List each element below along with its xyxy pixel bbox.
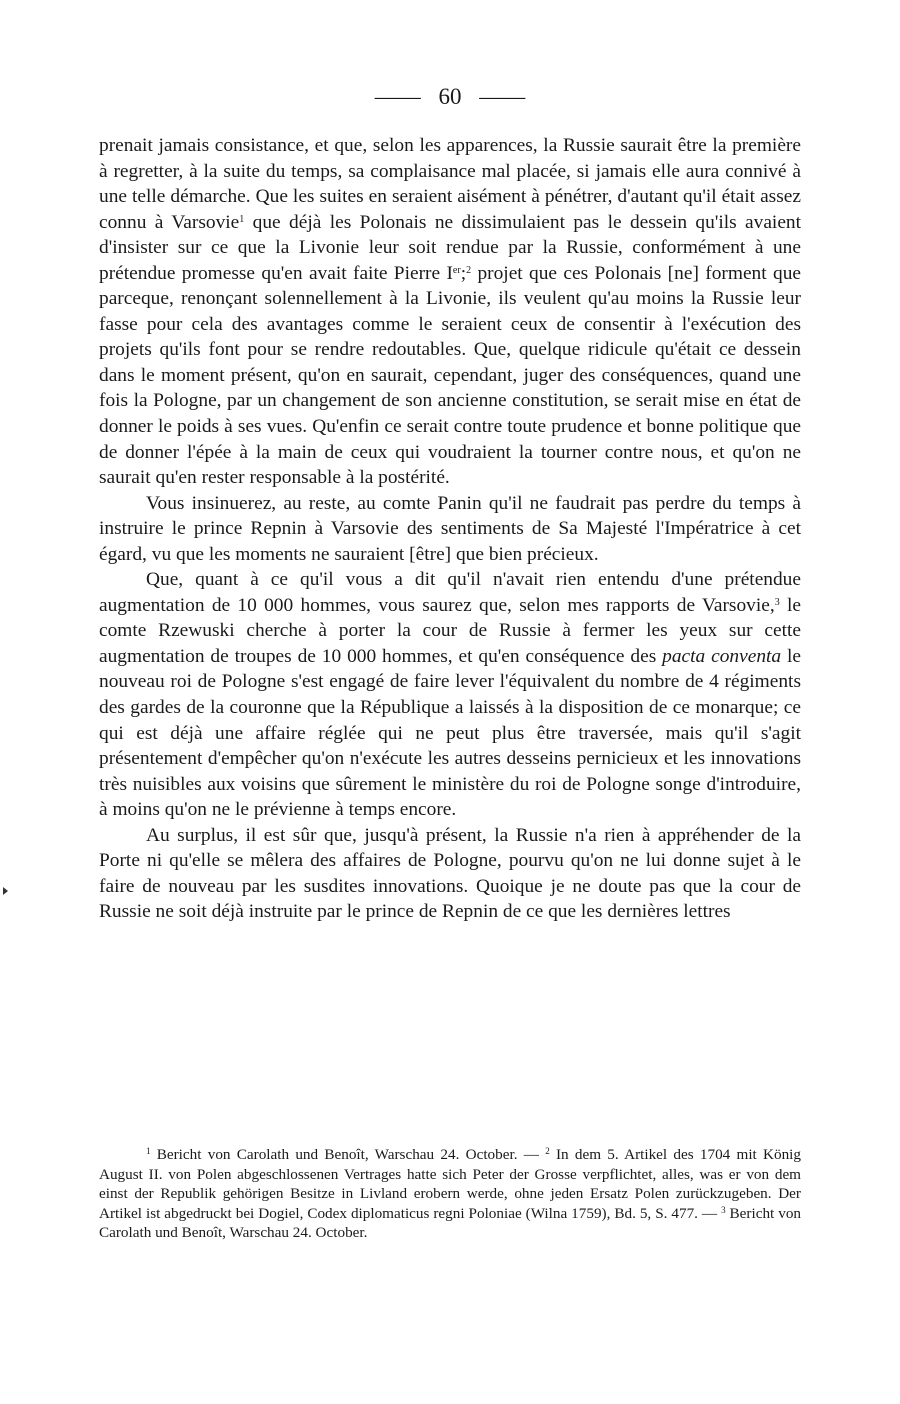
paragraph [99, 491, 801, 568]
footnote-marker: 3 [721, 1204, 726, 1215]
header-dash-left: —— [374, 84, 421, 109]
italic-term: pacta conventa [662, 645, 782, 667]
paragraph [99, 823, 801, 925]
paragraph [99, 133, 801, 491]
footnote-marker: 3 [774, 596, 780, 608]
text-run: Que, quant à ce qu'il vous a dit qu'il n'avait rien entendu d'une prétendue augmentation de 10 000 hommes, vous saurez que, selon mes rapports de Varsovie, [99, 569, 801, 616]
footnotes [99, 1145, 801, 1243]
footnote-marker: er [452, 264, 461, 276]
text-run: Au surplus, il est sûr que, jusqu'à présent, la Russie n'a rien à appréhender de la Porte ni qu'elle se mêlera des affaires de Pologne, pourvu qu'on ne lui donne sujet à le faire de nouveau par les susdites innovations. Quoique je ne doute pas que la cour de Russie ne soit déjà instruite par le prince de Repnin de ce que les dernières lettres [99, 824, 801, 923]
text-run: le nouveau roi de Pologne s'est engagé de faire lever l'équivalent du nombre de 4 régiments des gardes de la couronne que la République a laissés à la disposition de ce monarque; ce qui est déjà une affaire réglée qui ne peut plus être traversée, mais qu'il s'agit présentement d'empêcher qu'on n'exécute les autres desseins pernicieux et les innovations très nuisibles aux voisins que sûrement le ministère du roi de Pologne songe d'introduire, à moins qu'on ne le prévienne à temps encore. [99, 645, 802, 821]
text-run: Bericht von Carolath und Benoît, Warschau 24. October. [99, 1204, 802, 1242]
text-run: prenait jamais consistance, et que, selon les apparences, la Russie saurait être la première à regretter, à la suite du temps, sa complaisance mal placée, si jamais elle aura connivé à une telle démarche. Que les suites en seraient aisément à pénétrer, d'autant qu'il était assez connu à Varsovie [99, 135, 801, 233]
footnote-marker: 2 [545, 1146, 550, 1156]
paragraph [99, 567, 801, 822]
text-run: Bericht von Carolath und Benoît, Warschau 24. October. — [150, 1146, 546, 1163]
body-text [99, 133, 801, 925]
text-run: que déjà les Polonais ne dissimulaient pas le dessein qu'ils avaient d'insister sur ce que la Livonie leur soit rendue par la Russie, conformément à une prétendue promesse qu'en avait faite Pierre I [99, 211, 802, 284]
text-run: In dem 5. Artikel des 1704 mit König August II. von Polen abgeschlossenen Vertrages hatte sich Peter der Grosse verpflichtet, alles, was er von dem einst der Republik gehörigen Besitze in Livland erobern werde, ohne jeden Ersatz Polen zurückzugeben. Der Artikel ist abgedruckt bei Dogiel, Codex diplomaticus regni Poloniae (Wilna 1759), Bd. 5, S. 477. — [99, 1146, 801, 1222]
footnote-marker: 1 [146, 1146, 151, 1156]
text-run: le comte Rzewuski cherche à porter la cour de Russie à fermer les yeux sur cette augmentation de troupes de 10 000 hommes, et qu'en conséquence des [99, 594, 801, 667]
text-run: Vous insinuerez, au reste, au comte Panin qu'il ne faudrait pas perdre du temps à instruire le prince Repnin à Varsovie des sentiments de Sa Majesté l'Impératrice à cet égard, vu que les moments ne sauraient [être] que bien précieux. [99, 492, 801, 565]
footnote-marker: 2 [466, 264, 472, 276]
header-dash-right: —— [479, 84, 526, 109]
page-header [0, 84, 900, 110]
page-number: 60 [438, 84, 462, 109]
margin-mark-icon [3, 887, 8, 895]
text-run: ; [460, 262, 467, 284]
text-run: projet que ces Polonais [ne] forment que parceque, renonçant solennellement à la Livonie, ils veulent qu'au moins la Russie leur fasse pour cela des avantages comme le seraient ceux de consentir à l'exécution des projets qu'ils font pour se rendre redoutables. Que, quelque ridicule qu'était ce dessein dans le moment présent, qu'on en saurait, cependant, juger des conséquences, quand une fois la Pologne, par un changement de son ancienne constitution, se serait mise en état de donner le poids à ses vues. Qu'enfin ce serait contre toute prudence et bonne politique que de donner l'épée à la main de ceux qui voudraient la tourner contre nous, et qu'on ne saurait qu'en rester responsable à la postérité. [99, 262, 801, 489]
footnote-block [99, 1145, 801, 1243]
footnote-marker: 1 [239, 213, 245, 225]
